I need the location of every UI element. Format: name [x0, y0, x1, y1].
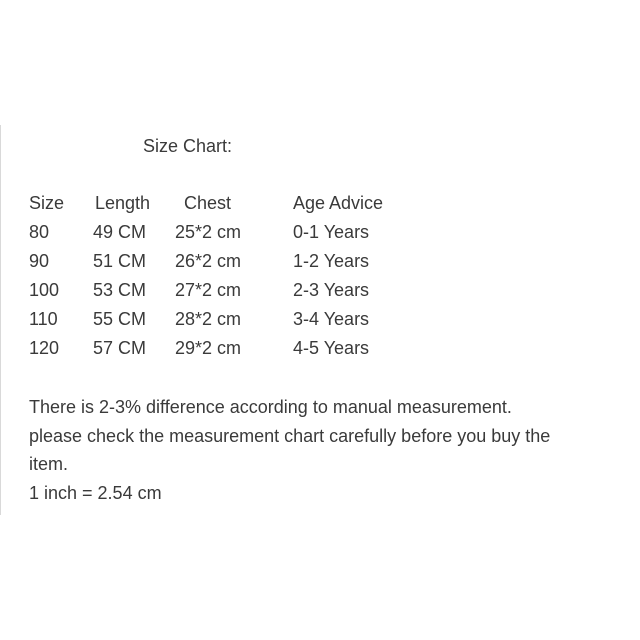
cell-size: 120 [29, 338, 60, 358]
cell-chest: 27*2 cm [175, 280, 242, 300]
cell-size: 110 [29, 309, 58, 329]
cell-size: 90 [29, 251, 50, 271]
cell-age-advice: 2-3 Years [293, 280, 370, 300]
header-chest: Chest [184, 193, 232, 213]
note-difference: There is 2-3% difference according to manual measurement. [29, 397, 512, 417]
cell-length: 53 CM [93, 280, 147, 300]
cell-size: 100 [29, 280, 60, 300]
cell-age-advice: 0-1 Years [293, 222, 370, 242]
measurement-notes [29, 393, 619, 507]
cell-length: 51 CM [93, 251, 147, 271]
note-inch-conversion: 1 inch = 2.54 cm [29, 482, 162, 503]
cell-chest: 26*2 cm [175, 251, 242, 271]
cell-age-advice: 4-5 Years [293, 338, 370, 358]
cell-size: 80 [29, 222, 50, 242]
cell-chest: 25*2 cm [175, 222, 242, 242]
header-age-advice: Age Advice [293, 193, 384, 213]
cell-length: 57 CM [93, 338, 147, 358]
cell-chest: 28*2 cm [175, 309, 242, 329]
cell-length: 55 CM [93, 309, 147, 329]
cell-chest: 29*2 cm [175, 338, 242, 358]
cell-age-advice: 1-2 Years [293, 251, 370, 271]
note-check-chart: please check the measurement chart carefully before you buy the [29, 425, 551, 446]
size-chart-title: Size Chart: [143, 136, 233, 156]
cell-length: 49 CM [93, 222, 147, 242]
header-length: Length [95, 193, 151, 213]
left-divider [0, 125, 1, 515]
cell-age-advice: 3-4 Years [293, 309, 370, 329]
note-check-chart-continued: item. [29, 454, 69, 474]
header-size: Size [29, 193, 65, 213]
